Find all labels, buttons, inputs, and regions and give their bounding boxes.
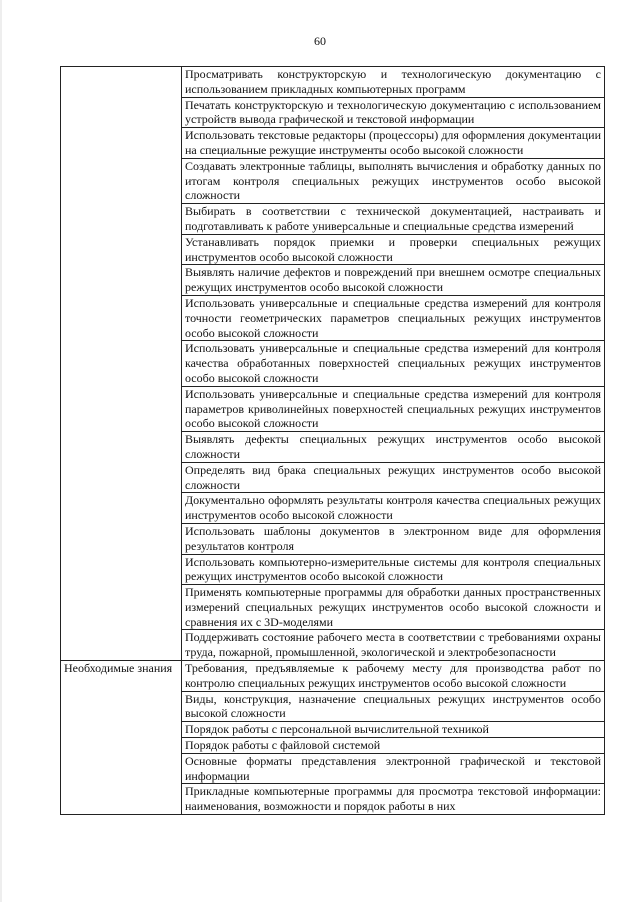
skills-item: Использовать текстовые редакторы (процессоры) для оформления документации на специальные режущие инструменты особо высокой сложности — [182, 128, 605, 159]
skills-item: Создавать электронные таблицы, выполнять вычисления и обработку данных по итогам контроля специальных режущих инструментов особо высокой сложности — [182, 158, 605, 203]
skills-item: Выбирать в соответствии с технической документацией, настраивать и подготавливать к работе универсальные и специальные средства измерений — [182, 204, 605, 235]
skills-item: Использовать универсальные и специальные средства измерений для контроля параметров криволинейных поверхностей специальных режущих инструментов особо высокой сложности — [182, 386, 605, 431]
skills-item: Определять вид брака специальных режущих инструментов особо высокой сложности — [182, 462, 605, 493]
skills-item: Использовать шаблоны документов в электронном виде для оформления результатов контроля — [182, 523, 605, 554]
skills-item: Выявлять наличие дефектов и повреждений при внешнем осмотре специальных режущих инструментов особо высокой сложности — [182, 265, 605, 296]
knowledge-section-label: Необходимые знания — [61, 661, 182, 815]
knowledge-item: Требования, предъявляемые к рабочему месту для производства работ по контролю специальных режущих инструментов особо высокой сложности — [182, 661, 605, 692]
scan-edge — [0, 0, 2, 902]
knowledge-row — [61, 661, 605, 692]
knowledge-item: Порядок работы с файловой системой — [182, 738, 605, 754]
skills-item: Печатать конструкторскую и технологическую документацию с использованием устройств вывода графической и текстовой информации — [182, 97, 605, 128]
requirements-table — [60, 66, 605, 815]
knowledge-item: Основные форматы представления электронной графической и текстовой информации — [182, 753, 605, 784]
skills-item: Использовать универсальные и специальные средства измерений для контроля точности геометрических параметров специальных режущих инструментов особо высокой сложности — [182, 295, 605, 340]
skills-item: Документально оформлять результаты контроля качества специальных режущих инструментов особо высокой сложности — [182, 493, 605, 524]
knowledge-item: Порядок работы с персональной вычислительной техникой — [182, 722, 605, 738]
skills-section-label — [61, 67, 182, 661]
skills-item: Использовать компьютерно-измерительные системы для контроля специальных режущих инструментов особо высокой сложности — [182, 554, 605, 585]
knowledge-item: Виды, конструкция, назначение специальных режущих инструментов особо высокой сложности — [182, 691, 605, 722]
skills-item: Выявлять дефекты специальных режущих инструментов особо высокой сложности — [182, 432, 605, 463]
knowledge-item: Прикладные компьютерные программы для просмотра текстовой информации: наименования, возможности и порядок работы в них — [182, 784, 605, 815]
skills-item: Поддерживать состояние рабочего места в соответствии с требованиями охраны труда, пожарной, промышленной, экологической и электробезопасности — [182, 630, 605, 661]
skills-item: Использовать универсальные и специальные средства измерений для контроля качества обработанных поверхностей специальных режущих инструментов особо высокой сложности — [182, 341, 605, 386]
skills-item: Устанавливать порядок приемки и проверки специальных режущих инструментов особо высокой сложности — [182, 234, 605, 265]
skills-row — [61, 67, 605, 98]
skills-item: Применять компьютерные программы для обработки данных пространственных измерений специальных режущих инструментов особо высокой сложности и сравнения их с 3D-моделями — [182, 585, 605, 630]
page-number: 60 — [314, 34, 326, 48]
skills-item: Просматривать конструкторскую и технологическую документацию с использованием прикладных компьютерных программ — [182, 67, 605, 98]
